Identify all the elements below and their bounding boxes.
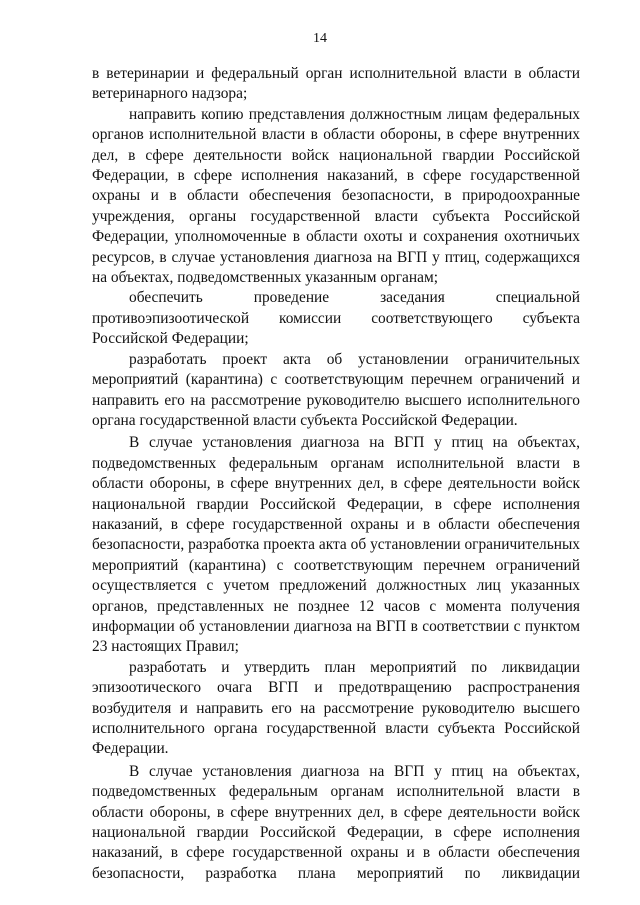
- paragraph-5: В случае установления диагноза на ВГП у птиц на объектах, подведомственных федеральным органам исполнительной власти в области обороны, в сфере внутренних дел, в сфере деятельности войск национальной гвардии Российской Федерации, в сфере исполнения наказаний, в сфере государственной охраны и в области обеспечения безопасности, разработка проекта акта об установлении ограничительных мероприятий (карантина) с соответствующим перечнем ограничений осуществляется с учетом предложений должностных лиц указанных органов, представленных не позднее 12 часов с момента получения информации об установлении диагноза на ВГП в соответствии с пунктом 23 настоящих Правил;: [92, 434, 580, 656]
- document-body: [92, 64, 580, 884]
- paragraph-6: разработать и утвердить план мероприятий по ликвидации эпизоотического очага ВГП и предотвращению распространения возбудителя и направить его на рассмотрение руководителю высшего исполнительного органа государственной власти субъекта Российской Федерации.: [92, 658, 580, 758]
- paragraph-2: направить копию представления должностным лицам федеральных органов исполнительной власти в области обороны, в сфере внутренних дел, в сфере деятельности войск национальной гвардии Российской Федерации, в сфере исполнения наказаний, в сфере государственной охраны и в области обеспечения безопасности, в природоохранные учреждения, органы государственной власти субъекта Российской Федерации, уполномоченные в области охоты и сохранения охотничьих ресурсов, в случае установления диагноза на ВГП у птиц, содержащихся на объектах, подведомственных указанным органам;: [92, 105, 580, 287]
- page-number: 14: [313, 31, 327, 46]
- paragraph-4: разработать проект акта об установлении ограничительных мероприятий (карантина) с соответствующим перечнем ограничений и направить его на рассмотрение руководителю высшего исполнительного органа государственной власти субъекта Российской Федерации.: [92, 350, 580, 429]
- paragraph-3: обеспечить проведение заседания специальной противоэпизоотической комиссии соответствующего субъекта Российской Федерации;: [92, 289, 580, 348]
- paragraph-1: в ветеринарии и федеральный орган исполнительной власти в области ветеринарного надзора;: [92, 65, 580, 103]
- paragraph-7: В случае установления диагноза на ВГП у птиц на объектах, подведомственных федеральным органам исполнительной власти в области обороны, в сфере внутренних дел, в сфере деятельности войск национальной гвардии Российской Федерации, в сфере исполнения наказаний, в сфере государственной охраны и в области обеспечения безопасности, разработка плана мероприятий по ликвидации: [92, 762, 580, 882]
